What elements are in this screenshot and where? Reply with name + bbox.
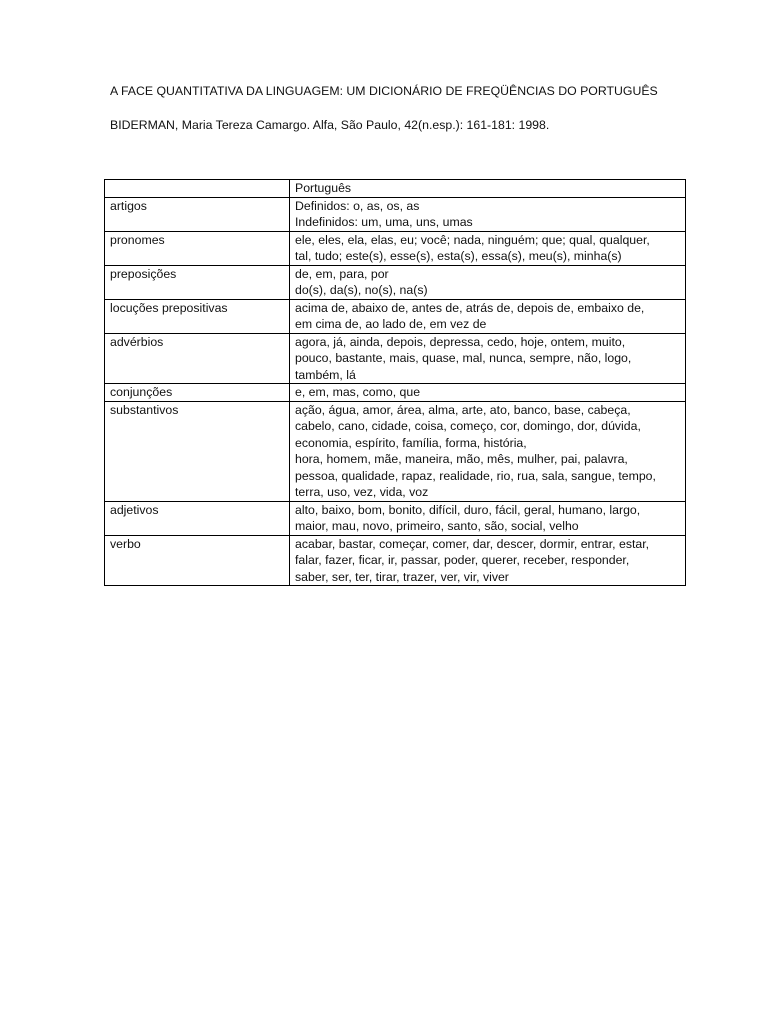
word-line: também, lá xyxy=(295,367,356,382)
words-cell xyxy=(290,501,686,535)
category-cell: verbo xyxy=(105,535,290,586)
word-line: Definidos: o, as, os, as xyxy=(295,198,420,213)
table-row xyxy=(105,197,686,231)
words-cell xyxy=(290,231,686,265)
word-line: do(s), da(s), no(s), na(s) xyxy=(295,283,428,297)
table-row xyxy=(105,299,686,333)
word-line: ele, eles, ela, elas, eu; você; nada, ninguém; que; qual, qualquer, xyxy=(295,232,650,247)
word-line: pessoa, qualidade, rapaz, realidade, rio, rua, sala, sangue, tempo, xyxy=(295,468,656,483)
word-line: tal, tudo; este(s), esse(s), esta(s), essa(s), meu(s), minha(s) xyxy=(295,249,622,263)
words-cell xyxy=(290,265,686,299)
table-row xyxy=(105,265,686,299)
table-header-row xyxy=(105,180,686,198)
category-cell: advérbios xyxy=(105,333,290,384)
document-title: A FACE QUANTITATIVA DA LINGUAGEM: UM DICIONÁRIO DE FREQÜÊNCIAS DO PORTUGUÊS xyxy=(110,84,658,98)
word-line: de, em, para, por xyxy=(295,266,389,281)
word-line: em cima de, ao lado de, em vez de xyxy=(295,317,487,331)
category-cell: preposições xyxy=(105,265,290,299)
word-line: ação, água, amor, área, alma, arte, ato, banco, base, cabeça, xyxy=(295,402,631,417)
words-cell xyxy=(290,535,686,586)
words-cell xyxy=(290,197,686,231)
frequency-table-body xyxy=(105,180,686,586)
word-line: hora, homem, mãe, maneira, mão, mês, mulher, pai, palavra, xyxy=(295,452,628,466)
word-line: saber, ser, ter, tirar, trazer, ver, vir, viver xyxy=(295,569,509,584)
words-cell xyxy=(290,401,686,501)
words-cell xyxy=(290,299,686,333)
category-cell: conjunções xyxy=(105,384,290,402)
word-line: Indefinidos: um, uma, uns, umas xyxy=(295,215,473,229)
header-language-cell: Português xyxy=(290,180,686,198)
word-line: cabelo, cano, cidade, coisa, começo, cor, domingo, dor, dúvida, xyxy=(295,419,641,433)
table-row xyxy=(105,501,686,535)
table-row xyxy=(105,231,686,265)
word-line: maior, mau, novo, primeiro, santo, são, social, velho xyxy=(295,519,579,533)
table-row xyxy=(105,333,686,384)
words-cell xyxy=(290,384,686,402)
frequency-table xyxy=(104,179,686,586)
table-row xyxy=(105,535,686,586)
word-line: economia, espírito, família, forma, história, xyxy=(295,435,527,450)
table-row xyxy=(105,401,686,501)
word-line: acabar, bastar, começar, comer, dar, descer, dormir, entrar, estar, xyxy=(295,536,650,551)
word-line: acima de, abaixo de, antes de, atrás de, depois de, embaixo de, xyxy=(295,300,645,315)
word-line: falar, fazer, ficar, ir, passar, poder, querer, receber, responder, xyxy=(295,553,630,567)
document-citation: BIDERMAN, Maria Tereza Camargo. Alfa, São Paulo, 42(n.esp.): 161-181: 1998. xyxy=(110,118,550,132)
category-cell: artigos xyxy=(105,197,290,231)
category-cell: pronomes xyxy=(105,231,290,265)
table-row xyxy=(105,384,686,402)
word-line: pouco, bastante, mais, quase, mal, nunca, sempre, não, logo, xyxy=(295,351,632,365)
word-line: agora, já, ainda, depois, depressa, cedo, hoje, ontem, muito, xyxy=(295,334,626,349)
word-line: e, em, mas, como, que xyxy=(295,385,421,399)
category-cell: locuções prepositivas xyxy=(105,299,290,333)
header-category-cell xyxy=(105,180,290,198)
word-line: alto, baixo, bom, bonito, difícil, duro, fácil, geral, humano, largo, xyxy=(295,502,641,517)
category-cell: substantivos xyxy=(105,401,290,501)
word-line: terra, uso, vez, vida, voz xyxy=(295,485,429,499)
category-cell: adjetivos xyxy=(105,501,290,535)
words-cell xyxy=(290,333,686,384)
